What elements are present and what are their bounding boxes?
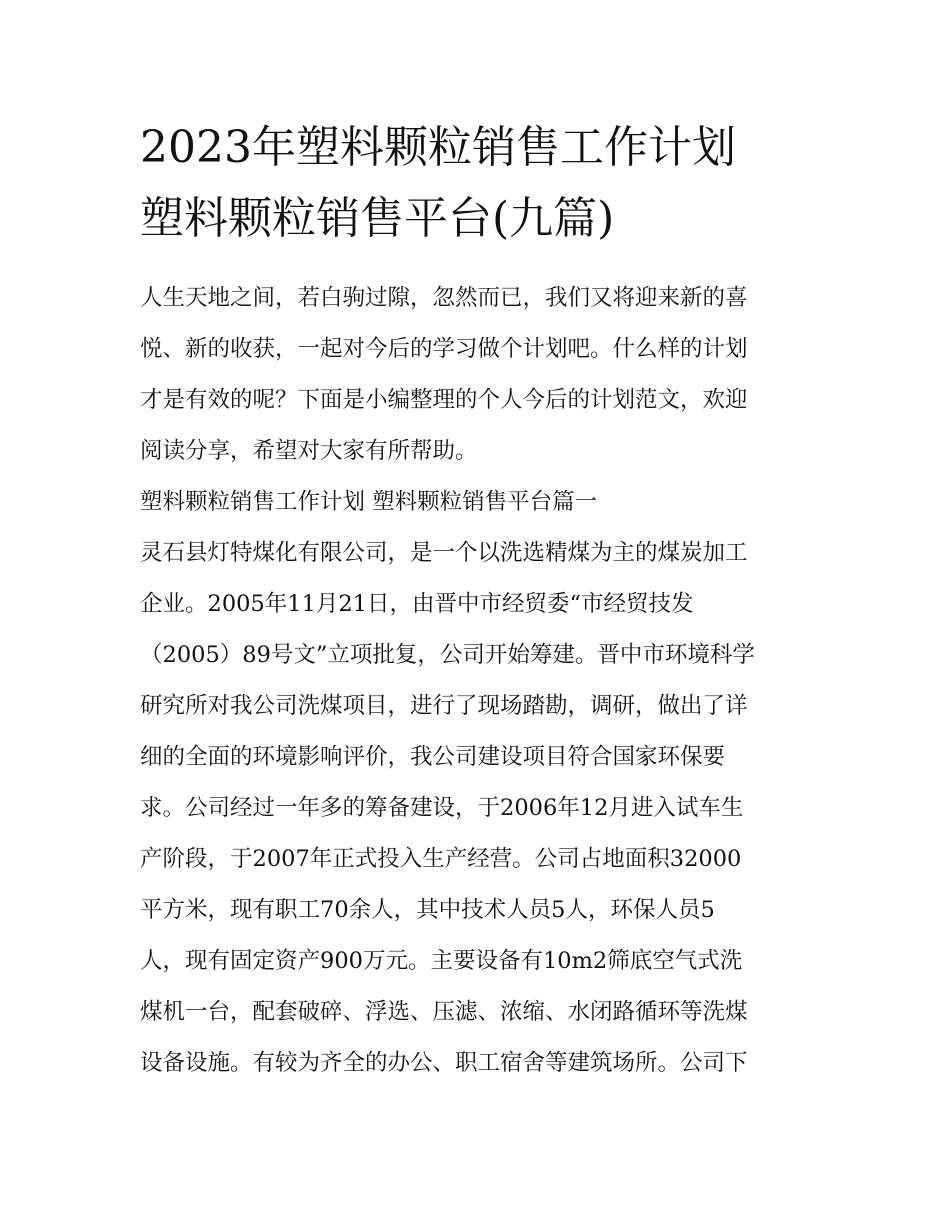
body-line: 阅读分享，希望对大家有所帮助。 [140,438,478,464]
body-line: 企业。2005年11月21日，由晋中市经贸委“市经贸技发 [140,591,694,617]
body-line: 平方米，现有职工70余人，其中技术人员5人，环保人员5 [140,897,715,923]
body-line: 悦、新的收获，一起对今后的学习做个计划吧。什么样的计划 [140,336,748,362]
body-line: 产阶段，于2007年正式投入生产经营。公司占地面积32000 [140,846,742,872]
title-line-2: 塑料颗粒销售平台(九篇) [140,193,615,244]
body-line: 研究所对我公司洗煤项目，进行了现场踏勘，调研，做出了详 [140,693,748,719]
document-page [140,112,812,1089]
title-line-1: 2023年塑料颗粒销售工作计划 [140,122,736,173]
body-line: 灵石县灯特煤化有限公司，是一个以洗选精煤为主的煤炭加工 [140,540,748,566]
body-line: 才是有效的呢？下面是小编整理的个人今后的计划范文，欢迎 [140,387,748,413]
body-line: 细的全面的环境影响评价，我公司建设项目符合国家环保要 [140,744,726,770]
body-line: （2005）89号文”立项批复，公司开始筹建。晋中市环境科学 [140,642,755,668]
document-body [140,273,812,1089]
body-line: 人生天地之间，若白驹过隙，忽然而已，我们又将迎来新的喜 [140,285,748,311]
section-heading: 塑料颗粒销售工作计划 塑料颗粒销售平台篇一 [140,489,598,515]
body-line: 煤机一台，配套破碎、浮选、压滤、浓缩、水闭路循环等洗煤 [140,999,748,1025]
document-title [140,112,812,254]
body-line: 人，现有固定资产900万元。主要设备有10m2筛底空气式洗 [140,948,743,974]
body-line: 求。公司经过一年多的筹备建设，于2006年12月进入试车生 [140,795,744,821]
body-line: 设备设施。有较为齐全的办公、职工宿舍等建筑场所。公司下 [140,1050,748,1076]
